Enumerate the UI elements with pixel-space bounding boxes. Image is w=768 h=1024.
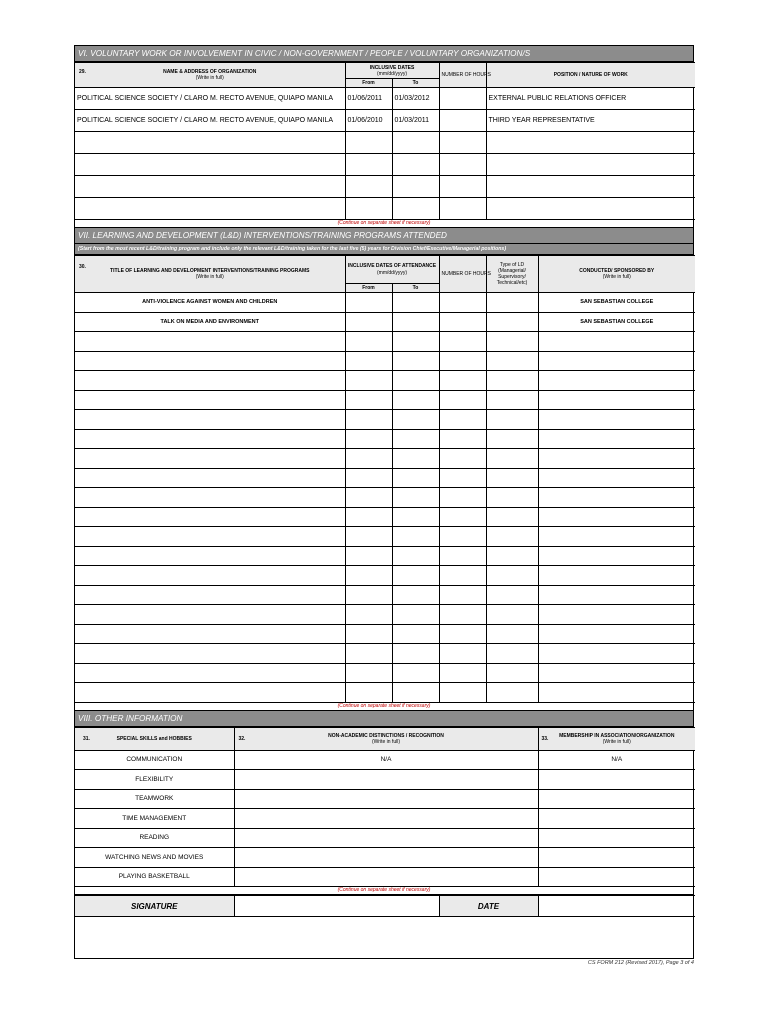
to-cell[interactable] xyxy=(392,605,439,625)
skill-cell[interactable]: PLAYING BASKETBALL xyxy=(75,867,234,887)
type-cell[interactable] xyxy=(486,371,538,391)
from-cell[interactable] xyxy=(345,624,392,644)
table-row xyxy=(75,527,695,547)
col-to-header: To xyxy=(392,79,439,88)
skill-cell[interactable]: TEAMWORK xyxy=(75,789,234,809)
title-cell[interactable] xyxy=(75,410,345,430)
type-cell[interactable] xyxy=(486,507,538,527)
col-hours-header: NUMBER OF HOURS xyxy=(439,256,486,293)
sponsor-cell[interactable]: SAN SEBASTIAN COLLEGE xyxy=(538,312,695,332)
from-cell[interactable] xyxy=(345,546,392,566)
hours-cell[interactable] xyxy=(439,88,486,110)
from-cell[interactable] xyxy=(345,683,392,703)
table-row xyxy=(75,507,695,527)
voluntary-work-table xyxy=(75,62,695,220)
continue-note: (Continue on separate sheet if necessary) xyxy=(75,887,693,895)
type-cell[interactable] xyxy=(486,488,538,508)
sponsor-cell[interactable] xyxy=(538,429,695,449)
table-row xyxy=(75,488,695,508)
hours-cell[interactable] xyxy=(439,293,486,313)
type-cell[interactable] xyxy=(486,527,538,547)
type-cell[interactable] xyxy=(486,663,538,683)
from-cell[interactable] xyxy=(345,663,392,683)
to-cell[interactable]: 01/03/2012 xyxy=(392,88,439,110)
hours-cell[interactable] xyxy=(439,312,486,332)
org-cell[interactable] xyxy=(75,154,345,176)
table-row xyxy=(75,848,695,868)
table-row xyxy=(75,624,695,644)
table-row xyxy=(75,449,695,469)
org-cell[interactable]: POLITICAL SCIENCE SOCIETY / CLARO M. RECTO AVENUE, QUIAPO MANILA xyxy=(75,110,345,132)
from-cell[interactable]: 01/06/2011 xyxy=(345,88,392,110)
type-cell[interactable] xyxy=(486,585,538,605)
to-cell[interactable]: 01/03/2011 xyxy=(392,110,439,132)
title-cell[interactable] xyxy=(75,449,345,469)
hours-cell[interactable] xyxy=(439,110,486,132)
to-cell[interactable] xyxy=(392,507,439,527)
table-row xyxy=(75,312,695,332)
to-cell[interactable] xyxy=(392,198,439,220)
title-cell[interactable] xyxy=(75,624,345,644)
title-cell[interactable] xyxy=(75,566,345,586)
hours-cell[interactable] xyxy=(439,585,486,605)
table-row xyxy=(75,663,695,683)
hours-cell[interactable] xyxy=(439,410,486,430)
table-row xyxy=(75,683,695,703)
from-cell[interactable] xyxy=(345,176,392,198)
to-cell[interactable] xyxy=(392,293,439,313)
from-cell[interactable] xyxy=(345,566,392,586)
to-cell[interactable] xyxy=(392,546,439,566)
table-row xyxy=(75,410,695,430)
hours-cell[interactable] xyxy=(439,663,486,683)
table-row xyxy=(75,585,695,605)
title-cell[interactable] xyxy=(75,390,345,410)
hours-cell[interactable] xyxy=(439,683,486,703)
from-cell[interactable] xyxy=(345,585,392,605)
to-cell[interactable] xyxy=(392,332,439,352)
title-cell[interactable] xyxy=(75,605,345,625)
sponsor-cell[interactable] xyxy=(538,527,695,547)
item-number: 31. xyxy=(83,735,90,742)
position-cell[interactable] xyxy=(486,132,695,154)
title-cell[interactable] xyxy=(75,429,345,449)
hours-cell[interactable] xyxy=(439,176,486,198)
col-from-header: From xyxy=(345,79,392,88)
sponsor-cell[interactable] xyxy=(538,663,695,683)
hours-cell[interactable] xyxy=(439,390,486,410)
table-row xyxy=(75,332,695,352)
to-cell[interactable] xyxy=(392,585,439,605)
to-cell[interactable] xyxy=(392,468,439,488)
item-number: 33. xyxy=(541,735,549,742)
signature-label: SIGNATURE xyxy=(75,896,234,917)
from-cell[interactable] xyxy=(345,198,392,220)
title-cell[interactable]: TALK ON MEDIA AND ENVIRONMENT xyxy=(75,312,345,332)
col-recognition-header xyxy=(234,727,538,750)
hours-cell[interactable] xyxy=(439,198,486,220)
table-row xyxy=(75,789,695,809)
col-hours-header: NUMBER OF HOURS xyxy=(439,63,486,88)
title-cell[interactable] xyxy=(75,332,345,352)
recognition-cell[interactable] xyxy=(234,789,538,809)
hours-cell[interactable] xyxy=(439,546,486,566)
continue-note: (Continue on separate sheet if necessary) xyxy=(75,703,693,711)
recognition-cell[interactable] xyxy=(234,809,538,829)
table-row xyxy=(75,351,695,371)
type-cell[interactable] xyxy=(486,429,538,449)
from-cell[interactable] xyxy=(345,312,392,332)
item-number: 30. xyxy=(79,264,86,270)
from-cell[interactable] xyxy=(345,527,392,547)
col-dates-sub: (mm/dd/yyyy) xyxy=(377,70,407,77)
from-cell[interactable] xyxy=(345,449,392,469)
sponsor-cell[interactable] xyxy=(538,468,695,488)
skill-cell[interactable]: TIME MANAGEMENT xyxy=(75,809,234,829)
date-label: DATE xyxy=(439,896,538,917)
table-row xyxy=(75,867,695,887)
section8-title: VIII. OTHER INFORMATION xyxy=(75,711,693,727)
col-dates-header xyxy=(345,256,439,284)
recognition-cell[interactable]: N/A xyxy=(234,750,538,770)
org-cell[interactable]: POLITICAL SCIENCE SOCIETY / CLARO M. RECTO AVENUE, QUIAPO MANILA xyxy=(75,88,345,110)
org-cell[interactable] xyxy=(75,132,345,154)
signature-table xyxy=(75,895,695,917)
type-cell[interactable] xyxy=(486,351,538,371)
from-cell[interactable] xyxy=(345,468,392,488)
col-title-header xyxy=(75,256,345,293)
pds-form-page xyxy=(74,45,694,959)
table-row xyxy=(75,546,695,566)
hours-cell[interactable] xyxy=(439,527,486,547)
membership-cell[interactable] xyxy=(538,809,695,829)
item-number: 32. xyxy=(238,735,246,742)
table-row xyxy=(75,566,695,586)
title-cell[interactable] xyxy=(75,663,345,683)
hours-cell[interactable] xyxy=(439,371,486,391)
date-field[interactable] xyxy=(538,896,695,917)
from-cell[interactable] xyxy=(345,154,392,176)
sponsor-cell[interactable] xyxy=(538,683,695,703)
to-cell[interactable] xyxy=(392,132,439,154)
type-cell[interactable] xyxy=(486,468,538,488)
section7-title: VII. LEARNING AND DEVELOPMENT (L&D) INTERVENTIONS/TRAINING PROGRAMS ATTENDED xyxy=(75,228,693,244)
to-cell[interactable] xyxy=(392,624,439,644)
col-skills-header xyxy=(75,727,234,750)
to-cell[interactable] xyxy=(392,449,439,469)
sponsor-cell[interactable] xyxy=(538,390,695,410)
membership-cell[interactable] xyxy=(538,789,695,809)
from-cell[interactable] xyxy=(345,644,392,664)
skill-cell[interactable]: COMMUNICATION xyxy=(75,750,234,770)
hours-cell[interactable] xyxy=(439,468,486,488)
hours-cell[interactable] xyxy=(439,644,486,664)
sponsor-cell[interactable] xyxy=(538,605,695,625)
type-cell[interactable] xyxy=(486,293,538,313)
to-cell[interactable] xyxy=(392,527,439,547)
section6-title: VI. VOLUNTARY WORK OR INVOLVEMENT IN CIVIC / NON-GOVERNMENT / PEOPLE / VOLUNTARY ORGANIZATION/S xyxy=(75,46,693,62)
hours-cell[interactable] xyxy=(439,507,486,527)
from-cell[interactable] xyxy=(345,488,392,508)
table-row xyxy=(75,770,695,790)
to-cell[interactable] xyxy=(392,566,439,586)
type-cell[interactable] xyxy=(486,410,538,430)
col-membership-label: MEMBERSHIP IN ASSOCIATION/ORGANIZATION xyxy=(559,732,675,739)
other-info-table xyxy=(75,727,695,888)
to-cell[interactable] xyxy=(392,154,439,176)
position-cell[interactable] xyxy=(486,198,695,220)
to-cell[interactable] xyxy=(392,371,439,391)
sponsor-cell[interactable] xyxy=(538,644,695,664)
type-cell[interactable] xyxy=(486,312,538,332)
col-title-label: TITLE OF LEARNING AND DEVELOPMENT INTERVENTIONS/TRAINING PROGRAMS xyxy=(110,268,310,274)
from-cell[interactable] xyxy=(345,507,392,527)
hours-cell[interactable] xyxy=(439,488,486,508)
membership-cell[interactable] xyxy=(538,770,695,790)
hours-cell[interactable] xyxy=(439,132,486,154)
table-row xyxy=(75,605,695,625)
table-row xyxy=(75,88,695,110)
col-sponsor-header xyxy=(538,256,695,293)
col-from-header: From xyxy=(345,284,392,293)
org-cell[interactable] xyxy=(75,198,345,220)
table-row xyxy=(75,750,695,770)
col-dates-header xyxy=(345,63,439,79)
col-org-label: NAME & ADDRESS OF ORGANIZATION xyxy=(163,69,257,75)
item-number: 29. xyxy=(79,69,86,75)
sponsor-cell[interactable] xyxy=(538,507,695,527)
type-cell[interactable] xyxy=(486,683,538,703)
sponsor-cell[interactable] xyxy=(538,566,695,586)
table-row xyxy=(75,132,695,154)
hours-cell[interactable] xyxy=(439,351,486,371)
type-cell[interactable] xyxy=(486,332,538,352)
table-row xyxy=(75,154,695,176)
to-cell[interactable] xyxy=(392,312,439,332)
hours-cell[interactable] xyxy=(439,566,486,586)
col-membership-sub: (Write in full) xyxy=(602,738,631,745)
col-dates-sub: (mm/dd/yyyy) xyxy=(377,269,407,276)
table-row xyxy=(75,809,695,829)
col-skills-label: SPECIAL SKILLS and HOBBIES xyxy=(116,735,192,742)
table-row xyxy=(75,468,695,488)
col-recognition-label: NON-ACADEMIC DISTINCTIONS / RECOGNITION xyxy=(328,732,444,739)
col-dates-label: INCLUSIVE DATES OF ATTENDANCE xyxy=(347,263,437,270)
from-cell[interactable] xyxy=(345,132,392,154)
section7-subtitle: (Start from the most recent L&D/training program and include only the relevant L&D/training taken for the last five (5) years for Division Chief/Executive/Managerial positions) xyxy=(75,244,693,255)
sponsor-cell[interactable] xyxy=(538,546,695,566)
table-row xyxy=(75,176,695,198)
col-sponsor-label: CONDUCTED/ SPONSORED BY xyxy=(579,268,655,274)
other-info-rows xyxy=(75,750,695,887)
title-cell[interactable] xyxy=(75,468,345,488)
membership-cell[interactable]: N/A xyxy=(538,750,695,770)
position-cell[interactable] xyxy=(486,154,695,176)
from-cell[interactable] xyxy=(345,332,392,352)
col-org-sub: (Write in full) xyxy=(195,75,224,81)
sponsor-cell[interactable] xyxy=(538,624,695,644)
position-cell[interactable] xyxy=(486,176,695,198)
title-cell[interactable] xyxy=(75,527,345,547)
hours-cell[interactable] xyxy=(439,624,486,644)
col-membership-header xyxy=(538,727,695,750)
skill-cell[interactable]: WATCHING NEWS AND MOVIES xyxy=(75,848,234,868)
continue-note: (Continue on separate sheet if necessary) xyxy=(75,220,693,228)
to-cell[interactable] xyxy=(392,176,439,198)
recognition-cell[interactable] xyxy=(234,867,538,887)
hours-cell[interactable] xyxy=(439,429,486,449)
org-cell[interactable] xyxy=(75,176,345,198)
sponsor-cell[interactable] xyxy=(538,332,695,352)
table-row xyxy=(75,390,695,410)
to-cell[interactable] xyxy=(392,663,439,683)
title-cell[interactable] xyxy=(75,371,345,391)
hours-cell[interactable] xyxy=(439,605,486,625)
title-cell[interactable] xyxy=(75,488,345,508)
sponsor-cell[interactable] xyxy=(538,410,695,430)
sponsor-cell[interactable] xyxy=(538,351,695,371)
to-cell[interactable] xyxy=(392,390,439,410)
sponsor-cell[interactable] xyxy=(538,488,695,508)
membership-cell[interactable] xyxy=(538,867,695,887)
from-cell[interactable] xyxy=(345,351,392,371)
title-cell[interactable] xyxy=(75,546,345,566)
col-sponsor-sub: (Write in full) xyxy=(602,274,631,280)
training-rows xyxy=(75,293,695,703)
type-cell[interactable] xyxy=(486,605,538,625)
position-cell[interactable]: THIRD YEAR REPRESENTATIVE xyxy=(486,110,695,132)
table-row xyxy=(75,198,695,220)
recognition-cell[interactable] xyxy=(234,828,538,848)
col-recognition-sub: (Write in full) xyxy=(372,738,400,745)
col-to-header: To xyxy=(392,284,439,293)
table-row xyxy=(75,293,695,313)
table-row xyxy=(75,644,695,664)
signature-field[interactable] xyxy=(234,896,439,917)
recognition-cell[interactable] xyxy=(234,770,538,790)
from-cell[interactable]: 01/06/2010 xyxy=(345,110,392,132)
sponsor-cell[interactable]: SAN SEBASTIAN COLLEGE xyxy=(538,293,695,313)
table-row xyxy=(75,371,695,391)
from-cell[interactable] xyxy=(345,605,392,625)
to-cell[interactable] xyxy=(392,429,439,449)
type-cell[interactable] xyxy=(486,566,538,586)
membership-cell[interactable] xyxy=(538,828,695,848)
title-cell[interactable] xyxy=(75,644,345,664)
from-cell[interactable] xyxy=(345,390,392,410)
hours-cell[interactable] xyxy=(439,154,486,176)
col-position-header: POSITION / NATURE OF WORK xyxy=(486,63,695,88)
sponsor-cell[interactable] xyxy=(538,585,695,605)
to-cell[interactable] xyxy=(392,351,439,371)
col-title-sub: (Write in full) xyxy=(195,274,224,280)
skill-cell[interactable]: READING xyxy=(75,828,234,848)
hours-cell[interactable] xyxy=(439,332,486,352)
table-row xyxy=(75,429,695,449)
type-cell[interactable] xyxy=(486,546,538,566)
sponsor-cell[interactable] xyxy=(538,449,695,469)
from-cell[interactable] xyxy=(345,293,392,313)
title-cell[interactable] xyxy=(75,351,345,371)
type-cell[interactable] xyxy=(486,390,538,410)
from-cell[interactable] xyxy=(345,371,392,391)
to-cell[interactable] xyxy=(392,488,439,508)
training-table xyxy=(75,255,695,703)
col-dates-label: INCLUSIVE DATES xyxy=(369,64,415,71)
position-cell[interactable]: EXTERNAL PUBLIC RELATIONS OFFICER xyxy=(486,88,695,110)
col-org-header xyxy=(75,63,345,88)
form-footer: CS FORM 212 (Revised 2017), Page 3 of 4 xyxy=(587,960,694,966)
hours-cell[interactable] xyxy=(439,449,486,469)
from-cell[interactable] xyxy=(345,410,392,430)
membership-cell[interactable] xyxy=(538,848,695,868)
title-cell[interactable]: ANTI-VIOLENCE AGAINST WOMEN AND CHILDREN xyxy=(75,293,345,313)
sponsor-cell[interactable] xyxy=(538,371,695,391)
to-cell[interactable] xyxy=(392,644,439,664)
to-cell[interactable] xyxy=(392,410,439,430)
from-cell[interactable] xyxy=(345,429,392,449)
col-type-header: Type of LD (Managerial/ Supervisory/ Technical/etc) xyxy=(486,256,538,293)
skill-cell[interactable]: FLEXIBILITY xyxy=(75,770,234,790)
type-cell[interactable] xyxy=(486,449,538,469)
type-cell[interactable] xyxy=(486,624,538,644)
title-cell[interactable] xyxy=(75,585,345,605)
title-cell[interactable] xyxy=(75,507,345,527)
type-cell[interactable] xyxy=(486,644,538,664)
title-cell[interactable] xyxy=(75,683,345,703)
recognition-cell[interactable] xyxy=(234,848,538,868)
table-row xyxy=(75,110,695,132)
table-row xyxy=(75,828,695,848)
to-cell[interactable] xyxy=(392,683,439,703)
